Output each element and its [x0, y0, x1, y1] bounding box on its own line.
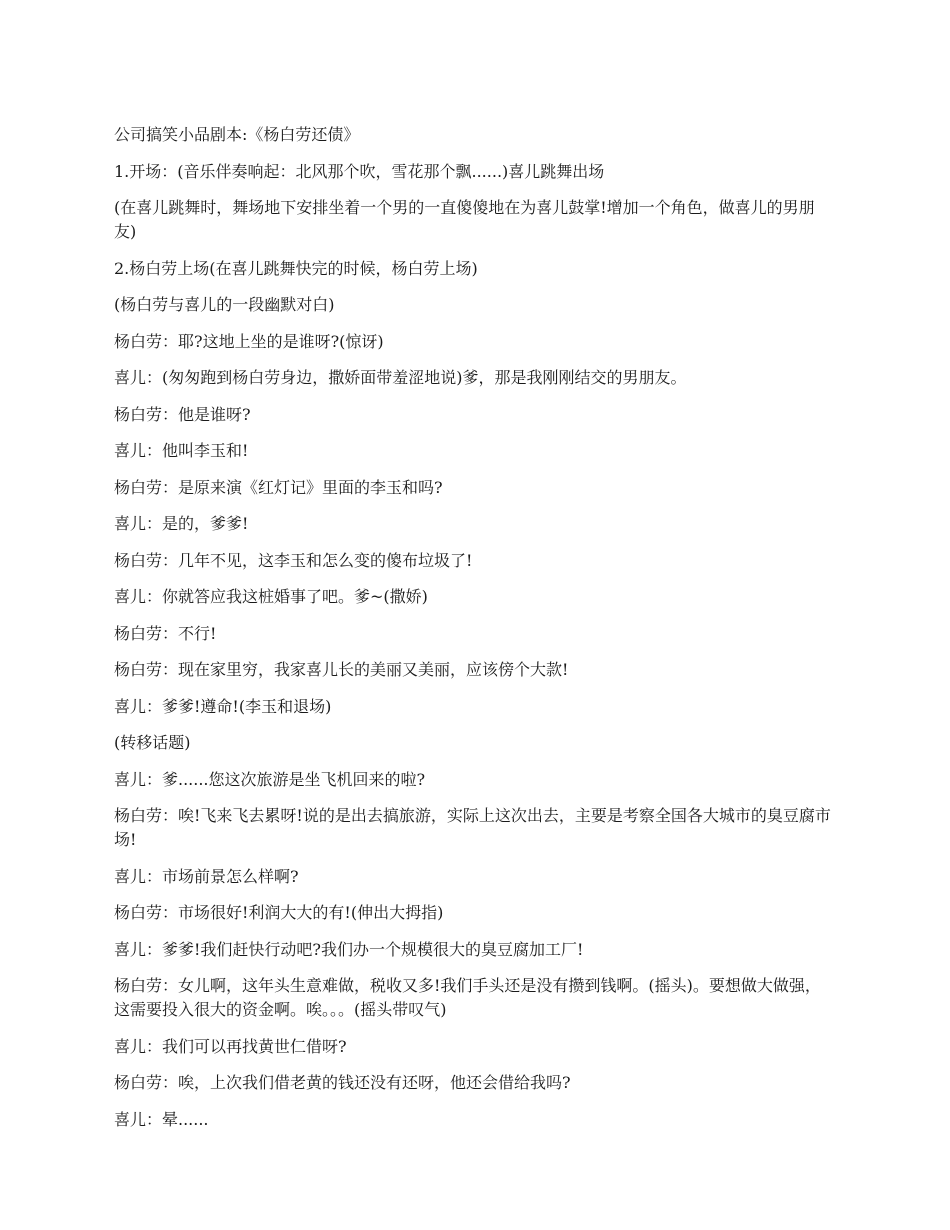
paragraph: (转移话题) — [114, 733, 191, 752]
paragraph: 杨白劳：他是谁呀? — [114, 404, 251, 424]
paragraph: (在喜儿跳舞时，舞场地下安排坐着一个男的一直傻傻地在为喜儿鼓掌!增加一个角色，做喜儿的男朋友) — [114, 198, 815, 241]
paragraph: 杨白劳：女儿啊，这年头生意难做，税收又多!我们手头还是没有攒到钱啊。(摇头)。要想做大做强，这需要投入很大的资金啊。唉。。。(摇头带叹气) — [114, 976, 821, 1019]
paragraph: 喜儿：我们可以再找黄世仁借呀? — [114, 1036, 347, 1056]
paragraph: 杨白劳：是原来演《红灯记》里面的李玉和吗? — [114, 477, 443, 497]
paragraph: 杨白劳：几年不见，这李玉和怎么变的傻布垃圾了! — [114, 550, 473, 570]
paragraph: 杨白劳：现在家里穷，我家喜儿长的美丽又美丽，应该傍个大款! — [114, 660, 569, 679]
paragraph: 喜儿：(匆匆跑到杨白劳身边，撒娇面带羞涩地说)爹，那是我刚刚结交的男朋友。 — [114, 368, 687, 387]
paragraph: 喜儿：晕...... — [114, 1109, 209, 1129]
paragraph: 杨白劳：耶?这地上坐的是谁呀?(惊讶) — [114, 331, 384, 351]
paragraph: 2.杨白劳上场(在喜儿跳舞快完的时候，杨白劳上场) — [114, 258, 478, 278]
paragraph: 1.开场：(音乐伴奏响起：北风那个吹，雪花那个飘......)喜儿跳舞出场 — [114, 161, 605, 181]
paragraph: 杨白劳：不行! — [114, 623, 217, 643]
paragraph: 喜儿：是的，爹爹! — [114, 514, 249, 533]
paragraph: 喜儿：你就答应我这桩婚事了吧。爹~(撒娇) — [114, 587, 428, 606]
paragraph: 杨白劳：唉，上次我们借老黄的钱还没有还呀，他还会借给我吗? — [114, 1073, 571, 1092]
document-title: 公司搞笑小品剧本:《杨白劳还债》 — [114, 125, 360, 144]
paragraph: 杨白劳：市场很好!利润大大的有!(伸出大拇指) — [114, 903, 444, 922]
paragraph: 喜儿：他叫李玉和! — [114, 441, 249, 460]
document-page — [114, 123, 836, 1144]
paragraph: 喜儿：市场前景怎么样啊? — [114, 866, 299, 886]
paragraph: 杨白劳：唉!飞来飞去累呀!说的是出去搞旅游，实际上这次出去，主要是考察全国各大城市的臭豆腐市场! — [114, 806, 831, 849]
paragraph: (杨白劳与喜儿的一段幽默对白) — [114, 295, 335, 314]
paragraph: 喜儿：爹爹!遵命!(李玉和退场) — [114, 696, 332, 716]
paragraph: 喜儿：爹......您这次旅游是坐飞机回来的啦? — [114, 769, 426, 789]
paragraph: 喜儿：爹爹!我们赶快行动吧?我们办一个规模很大的臭豆腐加工厂! — [114, 939, 584, 959]
document-body — [114, 160, 836, 1132]
